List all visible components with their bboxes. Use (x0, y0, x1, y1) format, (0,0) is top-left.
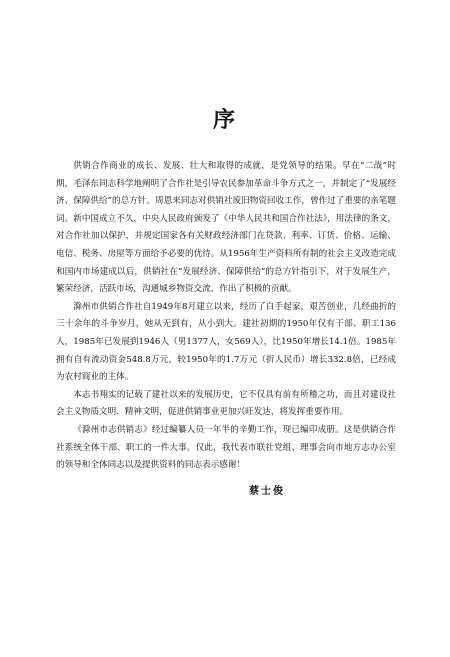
paragraph-2: 滁州市供销合作社自1949年8月建立以来，经历了白手起家，艰苦创业，几经曲折的三十余年的斗争岁月，她从无到有，从小到大。建社初期的1950年仅有干部、职工136人，1985年已发展到1946人（男1377人，女569人），比1950年增长14.1倍。1985年拥有自有流动资金548.8万元，较1950年的1.7万元（折人民币）增长332.8倍，已经成为农村商业的主体。 (56, 301, 396, 383)
paragraph-1: 供销合作商业的成长、发展、壮大和取得的成就，是党领导的结果。早在“二战”时期，毛泽东同志科学地阐明了合作社是引导农民参加革命斗争方式之一，并制定了“发展经济、保障供给”的总方针。周恩来同志对供销社废旧物资回收工作，曾作过了重要的亲笔题词。新中国成立不久，中央人民政府颁发了《中华人民共和国合作社法》，用法律的条文，对合作社加以保护，并规定国家各有关财政经济部门在贷款、利率、订货、价格、运输、电信、税务、房屋等方面给予必要的优待。从1956年生产资料所有制的社会主义改造完成和国内市场建成以后，供销社在“发展经济、保障供给”的总方针指引下，对于发展生产，繁荣经济，活跃市场，沟通城乡物资交流，作出了积极的贡献。 (56, 161, 396, 295)
author-signature: 蔡士俊 (249, 486, 285, 497)
preface-title: 序 (212, 107, 237, 133)
paragraph-3: 本志书翔实的记载了建社以来的发展历史，它不仅具有前有所稽之功，而且对建设社会主义物质文明、精神文明，促进供销事业更加兴旺发达，将发挥重要作用。 (56, 389, 396, 418)
paragraph-4: 《滁州市志供销志》经过编纂人员一年半的辛勤工作，现已编印成册。这是供销合作社系统全体干部、职工的一件大事。仅此，我代表市联社党组、理事会向市地方志办公室的领导和全体同志以及提供资料的同志表示感谢！ (56, 424, 396, 471)
preface-body (56, 158, 396, 475)
